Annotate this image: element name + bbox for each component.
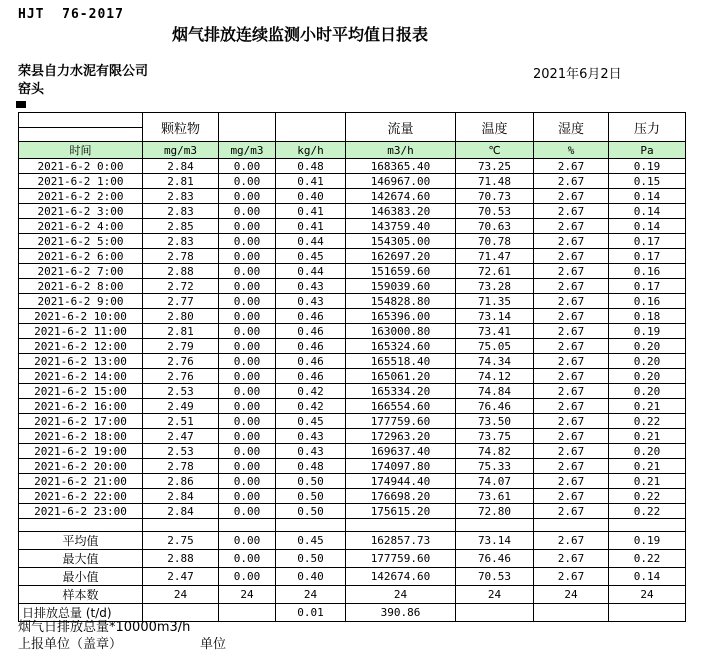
cell-value: 0.15 (609, 174, 686, 189)
summary-value: 0.50 (276, 550, 346, 568)
cell-value: 0.14 (609, 204, 686, 219)
table-row (19, 489, 686, 504)
cell-time: 2021-6-2 12:00 (19, 339, 143, 354)
cell-value: 73.75 (456, 429, 534, 444)
cell-value: 74.12 (456, 369, 534, 384)
cell-value: 0.20 (609, 444, 686, 459)
summary-value: 177759.60 (346, 550, 456, 568)
cell-value: 2.67 (534, 429, 609, 444)
cell-value: 0.43 (276, 444, 346, 459)
header-humidity: 湿度 (534, 113, 609, 142)
cell-time: 2021-6-2 14:00 (19, 369, 143, 384)
cell-value: 2.67 (534, 174, 609, 189)
cell-value: 0.41 (276, 204, 346, 219)
cell-value: 75.05 (456, 339, 534, 354)
cell-value: 0.20 (609, 354, 686, 369)
cell-value: 0.00 (219, 459, 276, 474)
cell-value: 0.00 (219, 444, 276, 459)
cell-value: 2.86 (143, 474, 219, 489)
cell-value: 159039.60 (346, 279, 456, 294)
summary-value: 24 (143, 586, 219, 604)
cell-value: 2.80 (143, 309, 219, 324)
cell-value: 0.00 (219, 339, 276, 354)
cell-value: 154828.80 (346, 294, 456, 309)
summary-value: 2.88 (143, 550, 219, 568)
cell-time: 2021-6-2 13:00 (19, 354, 143, 369)
cell-value: 0.00 (219, 489, 276, 504)
cell-value: 74.84 (456, 384, 534, 399)
cell-value: 74.34 (456, 354, 534, 369)
summary-value: 2.67 (534, 568, 609, 586)
cell-time: 2021-6-2 7:00 (19, 264, 143, 279)
summary-value: 142674.60 (346, 568, 456, 586)
cell-value: 0.00 (219, 324, 276, 339)
unit-percent: % (534, 142, 609, 159)
cell-time: 2021-6-2 19:00 (19, 444, 143, 459)
summary-label: 平均值 (19, 532, 143, 550)
cell-value: 2.72 (143, 279, 219, 294)
cell-value: 2.67 (534, 444, 609, 459)
cell-value: 70.53 (456, 204, 534, 219)
cell-value: 2.67 (534, 234, 609, 249)
cell-value: 2.67 (534, 309, 609, 324)
cell-value: 165396.00 (346, 309, 456, 324)
cell-value: 0.22 (609, 504, 686, 519)
cell-value: 0.00 (219, 399, 276, 414)
cell-value: 0.16 (609, 264, 686, 279)
cell-value: 70.73 (456, 189, 534, 204)
table-row (19, 429, 686, 444)
cell-value: 2.67 (534, 339, 609, 354)
summary-value: 2.67 (534, 550, 609, 568)
summary-label: 样本数 (19, 586, 143, 604)
cell-value: 165518.40 (346, 354, 456, 369)
cell-value: 0.50 (276, 489, 346, 504)
cell-value: 2.67 (534, 414, 609, 429)
cell-value: 2.51 (143, 414, 219, 429)
cell-value: 2.67 (534, 264, 609, 279)
cell-value: 169637.40 (346, 444, 456, 459)
summary-rows (19, 532, 686, 622)
cell-value: 0.45 (276, 249, 346, 264)
cell-value: 0.00 (219, 159, 276, 174)
cell-value: 2.79 (143, 339, 219, 354)
summary-value: 24 (534, 586, 609, 604)
cell-value: 0.00 (219, 249, 276, 264)
cell-value: 2.85 (143, 219, 219, 234)
cell-value: 0.14 (609, 189, 686, 204)
cell-value: 2.67 (534, 204, 609, 219)
cell-value: 2.67 (534, 504, 609, 519)
cell-value: 0.41 (276, 219, 346, 234)
cell-value: 0.22 (609, 414, 686, 429)
cell-value: 2.53 (143, 444, 219, 459)
summary-value: 0.14 (609, 568, 686, 586)
cell-time: 2021-6-2 1:00 (19, 174, 143, 189)
cell-value: 146967.00 (346, 174, 456, 189)
table-row (19, 339, 686, 354)
monitoring-table (18, 112, 686, 622)
monitor-location: 窑头 (18, 82, 45, 97)
unit-mgm3-2: mg/m3 (219, 142, 276, 159)
cell-value: 2.67 (534, 489, 609, 504)
cell-value: 0.48 (276, 459, 346, 474)
cell-time: 2021-6-2 17:00 (19, 414, 143, 429)
summary-label: 最大值 (19, 550, 143, 568)
cell-value: 168365.40 (346, 159, 456, 174)
table-row (19, 384, 686, 399)
table-row (19, 369, 686, 384)
cell-value: 0.00 (219, 279, 276, 294)
cell-value: 2.83 (143, 234, 219, 249)
cell-time: 2021-6-2 4:00 (19, 219, 143, 234)
cell-value: 2.83 (143, 204, 219, 219)
summary-row (19, 550, 686, 568)
cell-value: 151659.60 (346, 264, 456, 279)
header-particulate: 颗粒物 (143, 113, 219, 142)
cell-value: 74.07 (456, 474, 534, 489)
table-row (19, 399, 686, 414)
cell-value: 70.63 (456, 219, 534, 234)
header-pressure: 压力 (609, 113, 686, 142)
cell-value: 0.46 (276, 369, 346, 384)
page-title: 烟气排放连续监测小时平均值日报表 (172, 25, 429, 44)
cell-value: 2.67 (534, 474, 609, 489)
cell-time: 2021-6-2 6:00 (19, 249, 143, 264)
summary-value: 24 (346, 586, 456, 604)
cell-value: 2.67 (534, 249, 609, 264)
cell-time: 2021-6-2 8:00 (19, 279, 143, 294)
table-row (19, 504, 686, 519)
cell-value: 0.00 (219, 429, 276, 444)
cell-value: 0.22 (609, 489, 686, 504)
summary-value: 162857.73 (346, 532, 456, 550)
table-row (19, 414, 686, 429)
cell-value: 0.18 (609, 309, 686, 324)
summary-value: 0.00 (219, 568, 276, 586)
cell-value: 0.00 (219, 474, 276, 489)
table-row (19, 309, 686, 324)
cell-value: 0.14 (609, 219, 686, 234)
cell-value: 143759.40 (346, 219, 456, 234)
summary-value: 2.75 (143, 532, 219, 550)
cell-value: 73.25 (456, 159, 534, 174)
company-name: 荣县自力水泥有限公司 (18, 64, 149, 79)
cell-time: 2021-6-2 15:00 (19, 384, 143, 399)
cell-value: 0.48 (276, 159, 346, 174)
cell-value: 142674.60 (346, 189, 456, 204)
cell-value: 165324.60 (346, 339, 456, 354)
cell-time: 2021-6-2 0:00 (19, 159, 143, 174)
cell-value: 73.14 (456, 309, 534, 324)
cell-time: 2021-6-2 9:00 (19, 294, 143, 309)
unit-kgh: kg/h (276, 142, 346, 159)
summary-value (534, 604, 609, 622)
cell-value: 0.00 (219, 414, 276, 429)
cell-value: 0.41 (276, 174, 346, 189)
table-row (19, 354, 686, 369)
cell-value: 177759.60 (346, 414, 456, 429)
header-flow: 流量 (346, 113, 456, 142)
header-blank-1 (219, 113, 276, 142)
summary-row (19, 568, 686, 586)
cell-time: 2021-6-2 2:00 (19, 189, 143, 204)
cell-time: 2021-6-2 3:00 (19, 204, 143, 219)
cell-value: 0.00 (219, 219, 276, 234)
report-date: 2021年6月2日 (533, 67, 622, 82)
cell-value: 0.19 (609, 324, 686, 339)
summary-row (19, 586, 686, 604)
table-row (19, 474, 686, 489)
cell-value: 0.21 (609, 429, 686, 444)
cell-value: 2.67 (534, 279, 609, 294)
cell-value: 176698.20 (346, 489, 456, 504)
table-row (19, 219, 686, 234)
summary-value: 0.40 (276, 568, 346, 586)
cell-value: 0.21 (609, 474, 686, 489)
summary-label: 最小值 (19, 568, 143, 586)
spacer-row (19, 519, 686, 532)
cell-value: 2.47 (143, 429, 219, 444)
cell-value: 0.40 (276, 189, 346, 204)
cell-value: 73.50 (456, 414, 534, 429)
cell-value: 0.00 (219, 234, 276, 249)
unit-celsius: ℃ (456, 142, 534, 159)
cell-value: 162697.20 (346, 249, 456, 264)
cell-value: 2.49 (143, 399, 219, 414)
cell-value: 0.19 (609, 159, 686, 174)
cell-value: 2.67 (534, 189, 609, 204)
cell-time: 2021-6-2 18:00 (19, 429, 143, 444)
cell-value: 0.20 (609, 339, 686, 354)
summary-value: 24 (276, 586, 346, 604)
summary-value: 24 (456, 586, 534, 604)
table-row (19, 279, 686, 294)
table-row (19, 234, 686, 249)
cell-value: 71.47 (456, 249, 534, 264)
unit-time: 时间 (19, 142, 143, 159)
cell-value: 73.28 (456, 279, 534, 294)
cell-value: 2.67 (534, 399, 609, 414)
cell-value: 0.46 (276, 324, 346, 339)
cell-value: 2.76 (143, 369, 219, 384)
cell-value: 0.43 (276, 279, 346, 294)
summary-value: 0.00 (219, 550, 276, 568)
cell-time: 2021-6-2 23:00 (19, 504, 143, 519)
summary-value: 70.53 (456, 568, 534, 586)
cell-value: 0.00 (219, 309, 276, 324)
summary-value: 0.00 (219, 532, 276, 550)
cell-value: 0.42 (276, 384, 346, 399)
cell-value: 0.46 (276, 309, 346, 324)
cell-value: 0.43 (276, 429, 346, 444)
summary-value: 0.01 (276, 604, 346, 622)
cell-value: 0.44 (276, 234, 346, 249)
cell-value: 2.78 (143, 249, 219, 264)
table-row (19, 249, 686, 264)
cell-value: 2.84 (143, 489, 219, 504)
summary-value (219, 604, 276, 622)
cell-value: 0.00 (219, 264, 276, 279)
cell-value: 0.46 (276, 339, 346, 354)
cell-time: 2021-6-2 21:00 (19, 474, 143, 489)
cell-value: 0.17 (609, 249, 686, 264)
cell-value: 165061.20 (346, 369, 456, 384)
summary-value (456, 604, 534, 622)
cell-value: 2.77 (143, 294, 219, 309)
cell-value: 0.00 (219, 204, 276, 219)
cell-value: 163000.80 (346, 324, 456, 339)
unit-pa: Pa (609, 142, 686, 159)
cell-value: 0.00 (219, 189, 276, 204)
cell-value: 2.67 (534, 369, 609, 384)
cell-value: 2.67 (534, 384, 609, 399)
cell-value: 73.61 (456, 489, 534, 504)
cell-value: 2.83 (143, 189, 219, 204)
doc-code: HJT 76-2017 (18, 7, 124, 22)
table-row (19, 459, 686, 474)
cell-value: 2.78 (143, 459, 219, 474)
unit-m3h: m3/h (346, 142, 456, 159)
unit-mgm3-1: mg/m3 (143, 142, 219, 159)
cell-value: 0.20 (609, 384, 686, 399)
cell-value: 2.81 (143, 324, 219, 339)
summary-value: 76.46 (456, 550, 534, 568)
cell-value: 0.17 (609, 279, 686, 294)
cell-value: 0.00 (219, 369, 276, 384)
cell-value: 0.21 (609, 399, 686, 414)
cell-value: 0.46 (276, 354, 346, 369)
cell-value: 76.46 (456, 399, 534, 414)
reporting-unit-label: 上报单位（盖章） (18, 637, 123, 652)
table-row (19, 189, 686, 204)
cell-value: 0.50 (276, 504, 346, 519)
cell-value: 2.76 (143, 354, 219, 369)
cell-value: 175615.20 (346, 504, 456, 519)
header-temperature: 温度 (456, 113, 534, 142)
summary-value: 0.45 (276, 532, 346, 550)
cell-value: 0.44 (276, 264, 346, 279)
cell-value: 0.16 (609, 294, 686, 309)
table-row (19, 174, 686, 189)
summary-value: 0.19 (609, 532, 686, 550)
summary-value: 2.67 (534, 532, 609, 550)
cell-value: 0.50 (276, 474, 346, 489)
table-row (19, 444, 686, 459)
unit-label: 单位 (200, 637, 227, 652)
table-row (19, 324, 686, 339)
cell-value: 2.67 (534, 459, 609, 474)
cell-value: 172963.20 (346, 429, 456, 444)
cell-value: 71.48 (456, 174, 534, 189)
cell-value: 75.33 (456, 459, 534, 474)
cell-time: 2021-6-2 22:00 (19, 489, 143, 504)
cell-value: 2.67 (534, 159, 609, 174)
split-divider (19, 113, 142, 141)
cell-value: 2.53 (143, 384, 219, 399)
summary-value: 390.86 (346, 604, 456, 622)
cell-value: 2.67 (534, 294, 609, 309)
hourly-data-rows (19, 159, 686, 519)
cell-value: 74.82 (456, 444, 534, 459)
cell-value: 165334.20 (346, 384, 456, 399)
cell-value: 2.88 (143, 264, 219, 279)
summary-value: 2.47 (143, 568, 219, 586)
table-row (19, 294, 686, 309)
cell-value: 0.00 (219, 294, 276, 309)
cell-value: 146383.20 (346, 204, 456, 219)
cell-value: 2.67 (534, 219, 609, 234)
summary-value: 24 (609, 586, 686, 604)
cell-time: 2021-6-2 5:00 (19, 234, 143, 249)
cell-value: 2.67 (534, 324, 609, 339)
cell-value: 73.41 (456, 324, 534, 339)
cell-value: 154305.00 (346, 234, 456, 249)
cell-value: 0.45 (276, 414, 346, 429)
cell-time: 2021-6-2 20:00 (19, 459, 143, 474)
scan-artifact-mark (16, 101, 26, 108)
cell-time: 2021-6-2 11:00 (19, 324, 143, 339)
summary-value: 24 (219, 586, 276, 604)
cell-value: 72.61 (456, 264, 534, 279)
table-row (19, 264, 686, 279)
cell-value: 70.78 (456, 234, 534, 249)
cell-value: 71.35 (456, 294, 534, 309)
cell-value: 0.20 (609, 369, 686, 384)
summary-value (609, 604, 686, 622)
cell-value: 2.81 (143, 174, 219, 189)
cell-value: 0.00 (219, 174, 276, 189)
header-blank-2 (276, 113, 346, 142)
cell-value: 174097.80 (346, 459, 456, 474)
group-header-row (19, 113, 686, 142)
cell-value: 72.80 (456, 504, 534, 519)
cell-value: 0.21 (609, 459, 686, 474)
cell-value: 0.43 (276, 294, 346, 309)
cell-time: 2021-6-2 10:00 (19, 309, 143, 324)
cell-value: 2.84 (143, 504, 219, 519)
flow-total-footnote: 烟气日排放总量*10000m3/h (18, 620, 191, 635)
cell-value: 0.00 (219, 384, 276, 399)
cell-value: 0.00 (219, 354, 276, 369)
summary-row (19, 532, 686, 550)
unit-header-row (19, 142, 686, 159)
table-row (19, 204, 686, 219)
summary-value: 73.14 (456, 532, 534, 550)
cell-value: 0.00 (219, 504, 276, 519)
cell-value: 2.67 (534, 354, 609, 369)
cell-value: 166554.60 (346, 399, 456, 414)
cell-value: 2.84 (143, 159, 219, 174)
cell-value: 0.17 (609, 234, 686, 249)
table-row (19, 159, 686, 174)
summary-value: 0.22 (609, 550, 686, 568)
summary-label: 日排放总量 (t/d) (19, 604, 143, 622)
time-header-split-cell (19, 113, 143, 142)
cell-value: 174944.40 (346, 474, 456, 489)
cell-value: 0.42 (276, 399, 346, 414)
cell-time: 2021-6-2 16:00 (19, 399, 143, 414)
